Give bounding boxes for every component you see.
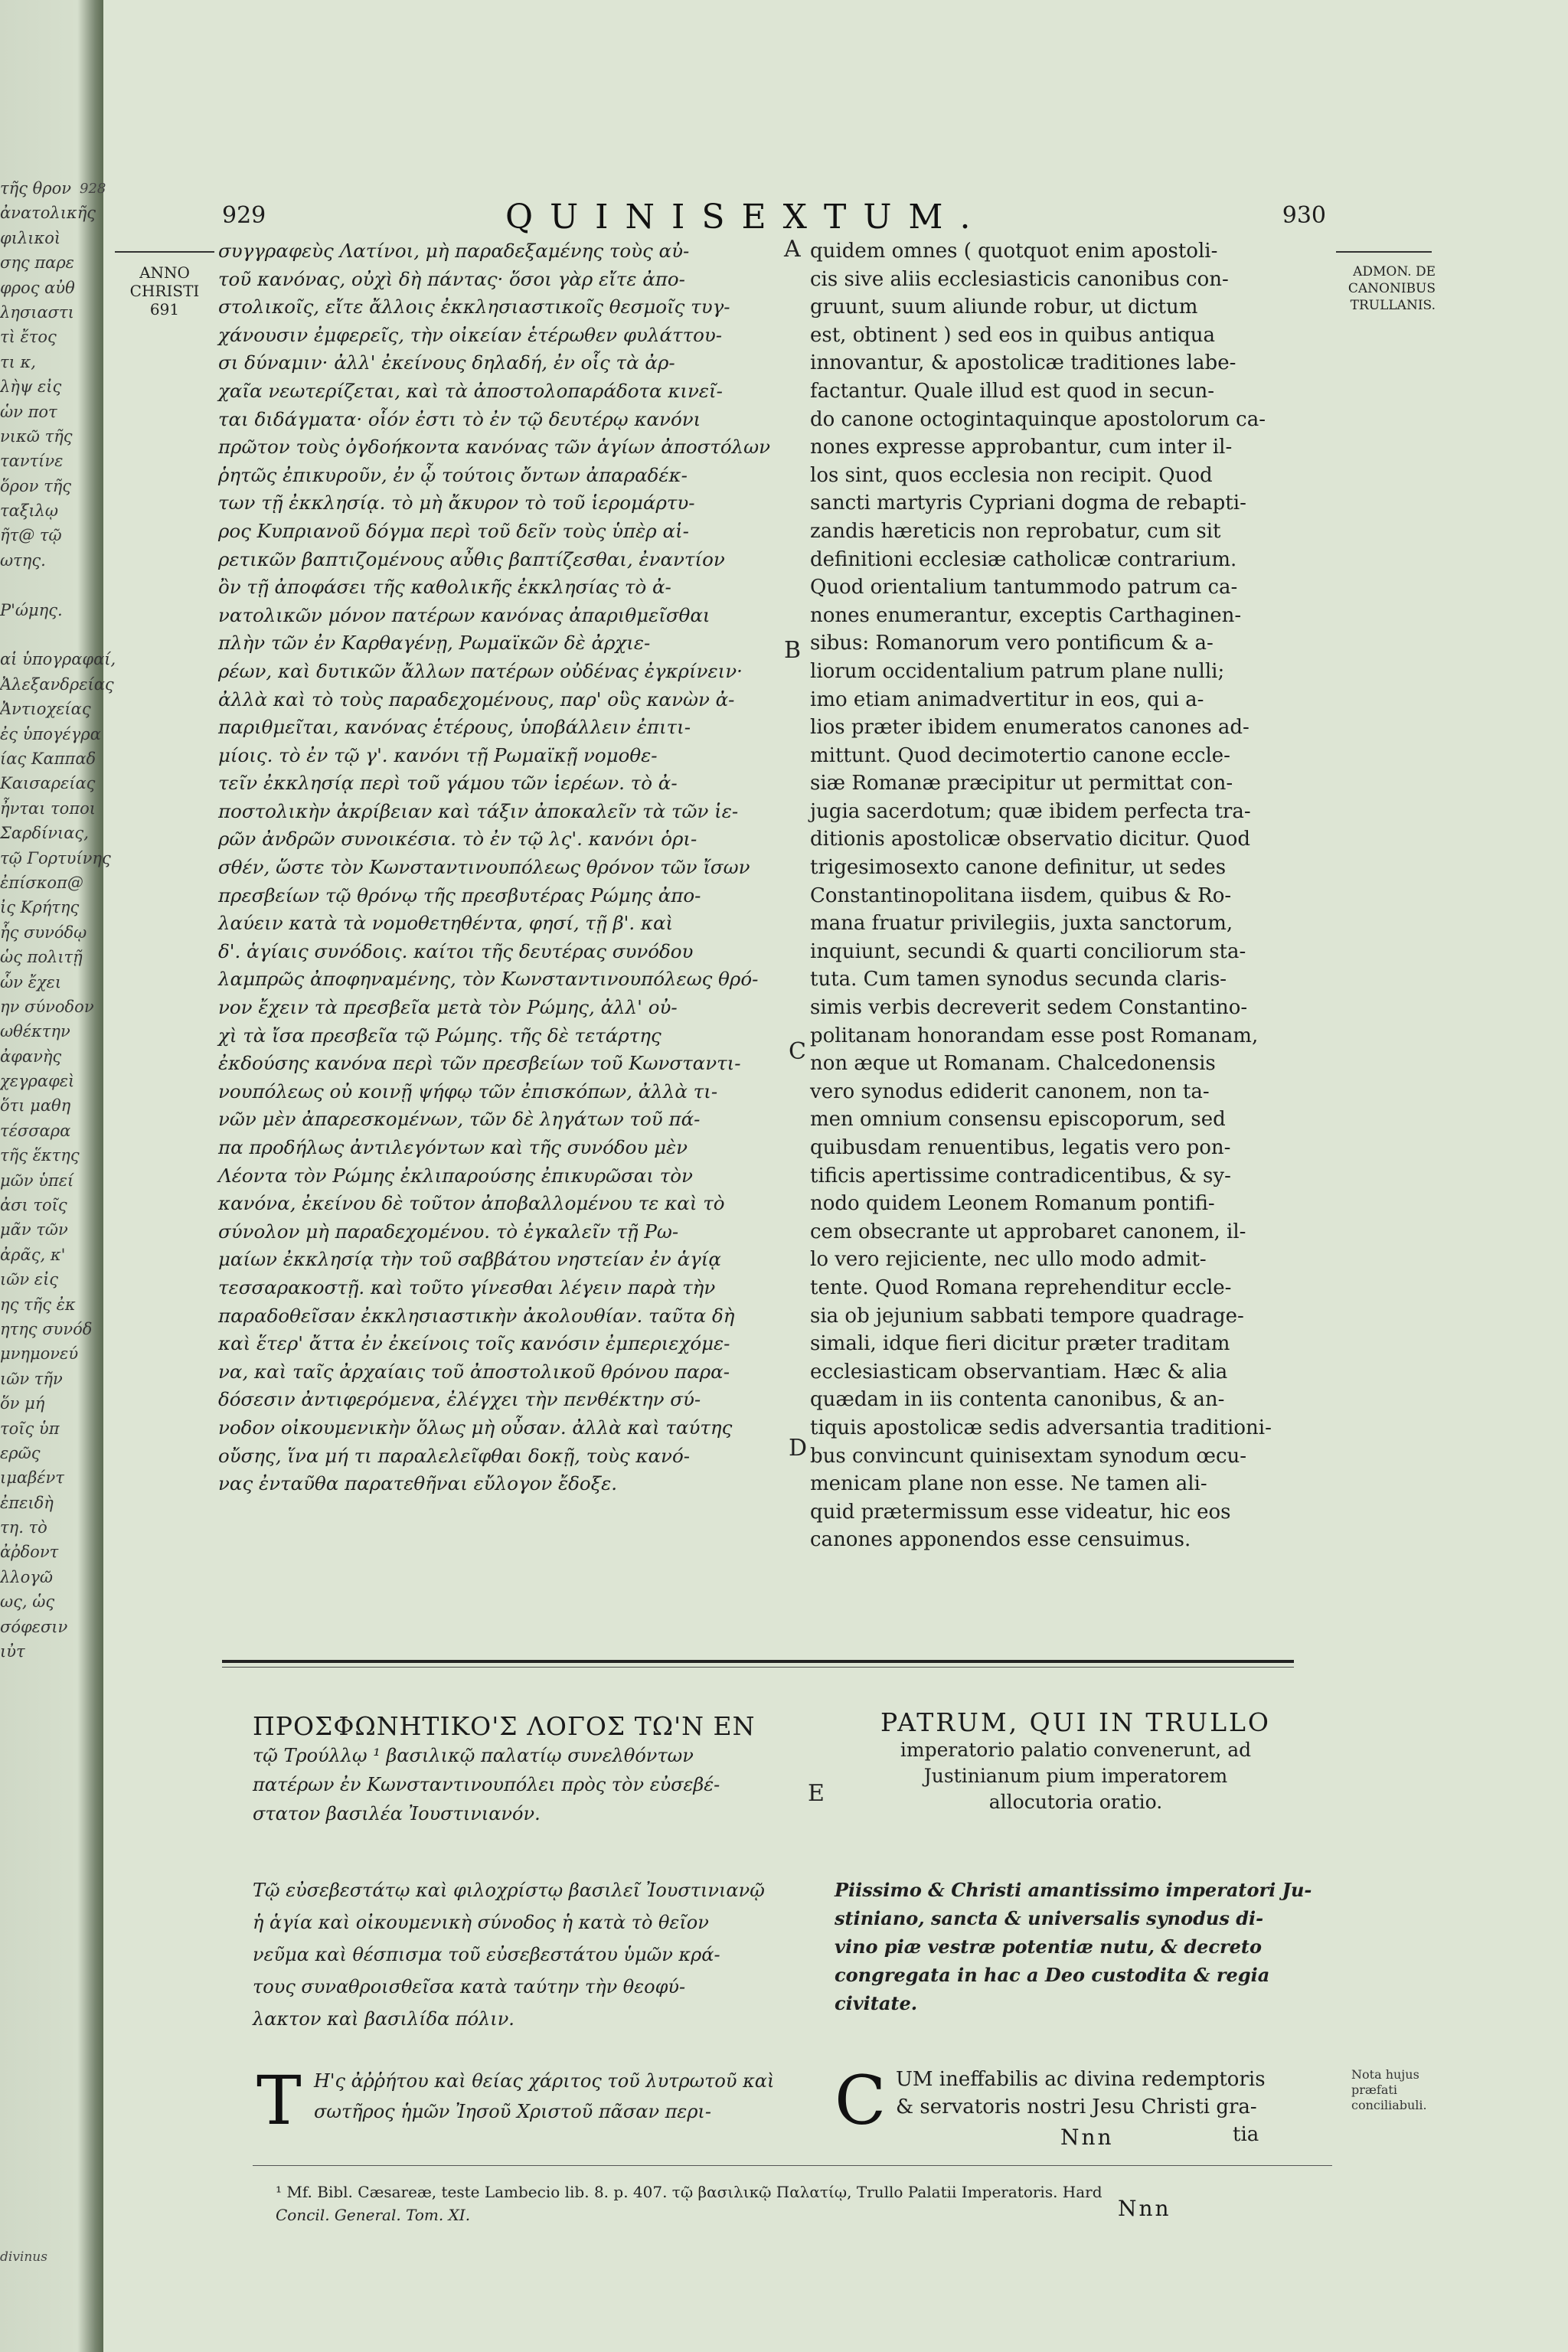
greek-text-line: οὔσης, ἵνα μή τι παραλελεῖφθαι δοκῇ, τοὺς κανό- (218, 1444, 690, 1467)
running-header (222, 198, 1332, 243)
greek-text-line: νῶν μὲν ἀπαρεσκομένων, τῶν δὲ ληγάτων τοῦ πά- (218, 1108, 701, 1131)
latin-text-line: jugia sacerdotum; quæ ibidem perfecta tra- (810, 799, 1251, 823)
margin-note-anno: ANNO CHRISTI 691 (129, 263, 200, 318)
latin-text-line: quædam in iis contenta canonibus, & an- (810, 1388, 1225, 1412)
left-page-line: ως, ὡς (0, 1592, 55, 1612)
greek-drop-cap: T (256, 2061, 302, 2140)
latin-text-line: quibusdam renuentibus, legatis vero pon- (810, 1136, 1231, 1159)
latin-heading-line: imperatorio palatio convenerunt, ad (900, 1739, 1252, 1761)
left-page-line: Ἀλεξανδρείας (0, 675, 114, 694)
greek-text-line: ποστολικὴν ἀκρίβειαν καὶ τάξιν ἀποκαλεῖν τὰ τῶν ἱε- (218, 799, 739, 822)
latin-text-line: tente. Quod Romana reprehenditur eccle- (810, 1276, 1232, 1299)
greek-text-line: παραδοθεῖσαν ἐκκλησιαστικὴν ἀκολουθίαν. ταῦτα δὴ (218, 1304, 735, 1327)
greek-heading-title: ΠΡΟΣΦΩΝΗΤΙΚΟ'Σ ΛΟΓΟΣ ΤΩ'Ν ΕΝ (253, 1711, 756, 1741)
latin-text-line: menicam plane non esse. Ne tamen ali- (810, 1472, 1207, 1496)
greek-text-line: ῥητῶς ἐπικυροῦν, ἐν ᾧ τούτοις ὄντων ἀπαραδέκ- (218, 463, 688, 486)
latin-column (810, 237, 1312, 1554)
running-title: QUINISEXTUM. (505, 198, 988, 237)
left-page-line: νικῶ τῆς (0, 426, 73, 446)
latin-text-line: politanam honorandam esse post Romanam, (810, 1024, 1259, 1047)
greek-heading-line: πατέρων ἐν Κωνσταντινουπόλει πρὸς τὸν εὐσεβέ- (253, 1774, 720, 1795)
latin-text-line: est, obtinent ) sed eos in quibus antiqua (810, 323, 1215, 347)
left-page-line (0, 573, 93, 597)
left-page-line: ἀφανὴς (0, 1047, 62, 1066)
greek-text-line: συγγραφεὺς Λατίνοι, μὴ παραδεξαμένης τοὺς αὐ- (218, 240, 690, 262)
side-note-line: præfati (1351, 2082, 1397, 2097)
greek-column (218, 237, 800, 1498)
latin-text-line: bus convincunt quinisextam synodum œcu- (810, 1444, 1247, 1468)
left-page-line: ἧς συνόδῳ (0, 923, 87, 942)
greek-text-line: πα προδήλως ἀντιλεγόντων καὶ τῆς συνόδου μὲν (218, 1136, 688, 1158)
left-page-line: ἐπειδὴ (0, 1493, 54, 1512)
latin-text-line: Constantinopolitana iisdem, quibus & Ro- (810, 884, 1232, 907)
footnote-line: Concil. General. Tom. XI. (276, 2206, 471, 2224)
left-page-line: ερῶς (0, 1443, 41, 1462)
greek-text-line: λαύειν κατὰ τὰ νομοθετηθέντα, φησί, τῇ β'. καὶ (218, 912, 674, 935)
left-page-line: τοῖς ὑπ (0, 1419, 60, 1438)
greek-heading-line: στατον βασιλέα Ἰουστινιανόν. (253, 1803, 541, 1824)
latin-text-line: lo vero rejiciente, nec ullo modo admit- (810, 1248, 1207, 1272)
left-page-line: τι κ, (0, 352, 36, 371)
left-page-line: ἦνται τοποι (0, 799, 96, 818)
greek-salutation-line: τους συναθροισθεῖσα κατὰ ταύτην τὴν θεοφύ- (253, 1976, 686, 1998)
left-page-line: ὅρον τῆς (0, 476, 72, 495)
latin-drop-cap: C (835, 2061, 887, 2140)
greek-text-line: σι δύναμιν· ἀλλ' ἐκείνους δηλαδή, ἐν οἷς τὰ ἀρ- (218, 351, 675, 374)
left-page-line (0, 622, 93, 647)
latin-text-line: factantur. Quale illud est quod in secun- (810, 379, 1215, 403)
left-page-line: φρος αὐθ (0, 278, 75, 297)
latin-text-line: tuta. Cum tamen synodus secunda claris- (810, 968, 1227, 991)
latin-text-line: nodo quidem Leonem Romanum pontifi- (810, 1192, 1215, 1216)
latin-text-line: sancti martyris Cypriani dogma de rebapti- (810, 492, 1246, 515)
greek-text-line: ὂν τῇ ἀποφάσει τῆς καθολικῆς ἐκκλησίας τὸ ἀ- (218, 576, 671, 599)
left-page-line: μῶν ὑπεί (0, 1171, 74, 1190)
latin-text-line: tiquis apostolicæ sedis adversantia traditioni- (810, 1416, 1272, 1439)
left-page-line: ης τῆς ἐκ (0, 1295, 76, 1314)
greek-salutation-line: ἡ ἁγία καὶ οἰκουμενικὴ σύνοδος ἡ κατὰ τὸ θεῖον (253, 1912, 709, 1933)
left-page-line: λησιαστι (0, 302, 74, 322)
section-divider (222, 1660, 1294, 1663)
latin-salutation-line: Piissimo & Christi amantissimo imperatori Ju- (835, 1879, 1312, 1901)
greek-text-line: καὶ ἕτερ' ἄττα ἐν ἐκείνοις τοῖς κανόσιν ἐμπεριεχόμε- (218, 1332, 730, 1355)
section-marker-d: D (789, 1435, 808, 1462)
latin-text-line: zandis hæreticis non reprobatur, cum sit (810, 519, 1221, 543)
left-page-line: τὶ ἔτος (0, 328, 57, 347)
latin-text-line: liorum occidentalium patrum plane nulli; (810, 659, 1225, 683)
left-page-line: ταντίνε (0, 452, 64, 471)
greek-text-line: ρετικῶν βαπτιζομένους αὖθις βαπτίζεσθαι, ἐναντίον (218, 547, 725, 570)
latin-salutation-line: civitate. (835, 1992, 918, 2014)
latin-text-line: mana fruatur privilegiis, juxta sanctorum, (810, 912, 1233, 936)
greek-text-line: πρεσβείων τῷ θρόνῳ τῆς πρεσβυτέρας Ρώμης ἀπο- (218, 884, 701, 906)
left-page-line: Σαρδίνιας, (0, 824, 89, 843)
latin-text-line: gruunt, suum aliunde robur, ut dictum (810, 296, 1198, 319)
left-page-line: σης παρε (0, 253, 74, 273)
section-marker-e: E (808, 1780, 825, 1807)
left-page-line: ίας Καππαδ (0, 749, 96, 768)
latin-text-line: inquiunt, secundi & quarti conciliorum sta- (810, 939, 1246, 963)
greek-salutation-line: λακτον καὶ βασιλίδα πόλιν. (253, 2008, 514, 2030)
latin-salutation-line: congregata in hac a Deo custodita & regia (835, 1964, 1270, 1986)
latin-heading-line: allocutoria oratio. (988, 1791, 1163, 1813)
greek-text-line: δ'. ἁγίαις συνόδοις. καίτοι τῆς δευτέρας συνόδου (218, 939, 694, 962)
left-page-line: ταξιλῳ (0, 501, 59, 521)
left-page-line: ιμαβέντ (0, 1468, 64, 1488)
footnote (276, 2180, 1348, 2226)
left-page-line: ὅτι μαθη (0, 1096, 71, 1116)
greek-salutation-line: Τῷ εὐσεβεστάτῳ καὶ φιλοχρίστῳ βασιλεῖ Ἰουστινιανῷ (253, 1880, 765, 1901)
left-page-line: ητης συνόδ (0, 1319, 93, 1338)
latin-text-line: Quod orientalium tantummodo patrum ca- (810, 576, 1238, 599)
left-page-line: τῆς θρον (0, 179, 72, 198)
latin-text-line: siæ Romanæ præcipitur ut permittat con- (810, 772, 1233, 795)
greek-text-line: νον ἔχειν τὰ πρεσβεῖα μετὰ τὸν Ρώμης, ἀλλ' οὐ- (218, 996, 678, 1019)
left-page-line: Ρ'ώμης. (0, 600, 63, 619)
latin-text-line: imo etiam animadvertitur in eos, qui a- (810, 688, 1204, 711)
left-page-line: ἐπίσκοπ@ (0, 873, 83, 892)
left-page-line: ἐς ὑπογέγρα (0, 724, 101, 743)
margin-rule-left (115, 251, 214, 253)
left-page-line: ὡν ποτ (0, 402, 57, 421)
side-note-line: conciliabuli. (1351, 2098, 1427, 2112)
greek-text-line: Λέοντα τὸν Ρώμης ἐκλιπαρούσης ἐπικυρῶσαι τὸν (218, 1164, 693, 1187)
latin-text-line: sibus: Romanorum vero pontificum & a- (810, 632, 1214, 655)
left-page-line: χεγραφεὶ (0, 1072, 75, 1091)
greek-text-line: παριθμεῖται, κανόνας ἑτέρους, ὑποβάλλειν ἐπιτι- (218, 716, 691, 739)
left-page-line: Καισαρείας (0, 774, 96, 793)
margin-note-admonition: ADMON. DE CANONIBUS TRULLANIS. (1348, 264, 1436, 313)
greek-text-line: νουπόλεως οὐ κοινῇ ψήφῳ τῶν ἐπισκόπων, ἀλλὰ τι- (218, 1080, 718, 1102)
greek-text-line: δόσεσιν ἀντιφερόμενα, ἐλέγχει τὴν πενθέκτην σύ- (218, 1388, 701, 1411)
left-page-line: τῆς ἕκτης (0, 1146, 80, 1165)
left-page-line: ἰς Κρήτης (0, 898, 80, 917)
page-number-left: 929 (222, 202, 266, 229)
latin-text-line: nones enumerantur, exceptis Carthaginen- (810, 603, 1242, 627)
latin-text-line: lios præter ibidem enumeratos canones ad- (810, 716, 1250, 740)
side-note-line: Nota hujus (1351, 2067, 1419, 2082)
greek-text-line: νοδον οἰκουμενικὴν ὅλως μὴ οὖσαν. ἀλλὰ καὶ ταύτης (218, 1416, 733, 1439)
left-page-line: ῆτ@ τῷ (0, 526, 62, 545)
latin-text-line: cem obsecrante ut approbaret canonem, il- (810, 1220, 1246, 1243)
greek-salutation-line: νεῦμα καὶ θέσπισμα τοῦ εὐσεβεστάτου ὑμῶν κρά- (253, 1944, 720, 1965)
latin-text-line: men omnium consensu episcoporum, sed (810, 1108, 1226, 1132)
left-page-line: τη. τὸ (0, 1518, 47, 1537)
greek-body-line: Η'ς ἀῤῥήτου καὶ θείας χάριτος τοῦ λυτρωτοῦ καὶ (314, 2070, 775, 2092)
latin-text-line: trigesimosexto canone definitur, ut sedes (810, 856, 1227, 880)
greek-text-line: χαῖα νεωτερίζεται, καὶ τὰ ἀποστολοπαράδοτα κινεῖ- (218, 379, 723, 402)
footnote-signature: Nnn (1118, 2196, 1171, 2221)
greek-text-line: ρος Κυπριανοῦ δόγμα περὶ τοῦ δεῖν τοὺς ὑπὲρ αἱ- (218, 519, 689, 542)
greek-text-line: πλὴν τῶν ἐν Καρθαγένῃ, Ρωμαϊκῶν δὲ ἀρχιε- (218, 632, 651, 655)
greek-text-line: τεσσαρακοστῇ. καὶ τοῦτο γίνεσθαι λέγειν παρὰ τὴν (218, 1276, 716, 1298)
section-marker-a: A (784, 236, 801, 263)
latin-body-line: tia (1233, 2123, 1259, 2146)
left-page-line: σόφεσιν (0, 1617, 68, 1636)
left-page-line: ιῶν εἰς (0, 1270, 59, 1289)
latin-text-line: quidem omnes ( quotquot enim apostoli- (810, 240, 1218, 263)
left-page-line: ἀῤδοντ (0, 1543, 59, 1562)
greek-text-line: των τῇ ἐκκλησίᾳ. τὸ μὴ ἄκυρον τὸ τοῦ ἱερομάρτυ- (218, 492, 695, 514)
greek-text-line: μίοις. τὸ ἐν τῷ γ'. κανόνι τῇ Ρωμαϊκῇ νομοθε- (218, 743, 658, 766)
left-page-line: φιλικοὶ (0, 228, 61, 247)
greek-text-line: χὶ τὰ ἴσα πρεσβεῖα τῷ Ρώμης. τῆς δὲ τετάρτης (218, 1024, 662, 1047)
greek-text-line: ρῶν ἀνδρῶν συνοικέσια. τὸ ἐν τῷ λς'. κανόνι ὁρι- (218, 828, 697, 851)
left-page-line: ὧν ἔχει (0, 972, 62, 991)
left-page-line: Ἀντιοχείας (0, 700, 91, 719)
left-page-line: ωθέκτην (0, 1022, 70, 1041)
left-page-line: ὅν μή (0, 1394, 45, 1413)
greek-salutation (253, 1874, 819, 2035)
latin-salutation-line: vino piæ vestræ potentiæ nutu, & decreto (835, 1936, 1263, 1958)
latin-text-line: simali, idque fieri dicitur præter traditam (810, 1332, 1230, 1356)
greek-text-line: πρῶτον τοὺς ὀγδοήκοντα κανόνας τῶν ἁγίων ἀποστόλων (218, 436, 771, 459)
greek-text-line: σύνολον μὴ παραδεχομένου. τὸ ἐγκαλεῖν τῇ Ρω- (218, 1220, 679, 1243)
greek-text-line: ρέων, καὶ δυτικῶν ἄλλων πατέρων οὐδένας ἐγκρίνειν· (218, 659, 743, 682)
latin-text-line: simis verbis decreverit sedem Constantino- (810, 996, 1248, 1020)
left-page-bottom-text: divinus (0, 2249, 47, 2265)
signature-mark: Nnn (1060, 2125, 1114, 2150)
left-page-line: ἀρᾶς, κ' (0, 1245, 66, 1264)
latin-text-line: nones expresse approbantur, cum inter il- (810, 436, 1233, 459)
greek-heading (253, 1711, 819, 1828)
latin-text-line: non æque ut Romanam. Chalcedonensis (810, 1052, 1216, 1076)
left-page-line: μᾶν τῶν (0, 1220, 68, 1240)
latin-text-line: tificis apertissime contradicentibus, & sy- (810, 1164, 1231, 1187)
greek-text-line: νατολικῶν μόνον πατέρων κανόνας ἀπαριθμεῖσθαι (218, 603, 710, 626)
latin-salutation (835, 1876, 1340, 2017)
greek-text-line: νας ἐνταῦθα παρατεθῆναι εὔλογον ἔδοξε. (218, 1472, 618, 1495)
greek-text-line: τεῖν ἐκκλησίᾳ περὶ τοῦ γάμου τῶν ἱερέων. τὸ ἀ- (218, 772, 678, 795)
greek-text-line: ται διδάγματα· οἷόν ἐστι τὸ ἐν τῷ δευτέρῳ κανόνι (218, 407, 701, 430)
greek-heading-line: τῷ Τρούλλῳ ¹ βασιλικῷ παλατίῳ συνελθόντων (253, 1745, 694, 1766)
section-marker-b: B (784, 637, 802, 664)
greek-text-line: τοῦ κανόνας, οὐχὶ δὴ πάντας· ὅσοι γὰρ εἴτε ἀπο- (218, 267, 685, 290)
left-page-line: ιῶν τῆν (0, 1369, 63, 1388)
left-page-number: 928 (80, 181, 106, 197)
left-page-line: ἀσι τοῖς (0, 1196, 67, 1215)
greek-text-line: να, καὶ ταῖς ἀρχαίαις τοῦ ἀποστολικοῦ θρόνου παρα- (218, 1360, 730, 1383)
latin-text-line: innovantur, & apostolicæ traditiones labe- (810, 351, 1236, 375)
greek-text-line: κανόνα, ἐκείνου δὲ τοῦτον ἀποβαλλομένου τε καὶ τὸ (218, 1192, 725, 1215)
left-page-line: ιὐτ (0, 1642, 25, 1661)
latin-salutation-line: stiniano, sancta & universalis synodus di- (835, 1907, 1264, 1929)
left-page-line: λλογῶ (0, 1567, 53, 1586)
section-divider-thin (222, 1667, 1294, 1668)
footnote-rule (253, 2165, 1332, 2166)
latin-text-line: cis sive aliis ecclesiasticis canonibus con- (810, 267, 1229, 291)
latin-text-line: definitioni ecclesiæ catholicæ contrarium. (810, 547, 1237, 571)
left-page-line: ἀνατολικῆς (0, 204, 96, 223)
greek-body-line: σωτῆρος ἡμῶν Ἰησοῦ Χριστοῦ πᾶσαν περι- (314, 2101, 711, 2122)
latin-body-line: UM ineffabilis ac divina redemptoris (896, 2068, 1266, 2091)
latin-text-line: ecclesiasticam observantiam. Hæc & alia (810, 1360, 1228, 1383)
latin-text-line: los sint, quos ecclesia non recipit. Quod (810, 463, 1213, 487)
section-marker-c: C (789, 1038, 806, 1065)
latin-text-line: canones apponendos esse censuimus. (810, 1528, 1191, 1552)
left-page-text (0, 176, 116, 1664)
greek-text-line: χάνουσιν ἐμφερεῖς, τὴν οἰκείαν ἑτέρωθεν φυλάττου- (218, 323, 723, 346)
greek-text-line: ἀλλὰ καὶ τὸ τοὺς παραδεχομένους, παρ' οὓς κανὼν ἀ- (218, 688, 735, 710)
page-number-right: 930 (1282, 202, 1326, 229)
left-page-line: τέσσαρα (0, 1121, 71, 1140)
greek-text-line: στολικοῖς, εἴτε ἄλλοις ἐκκλησιαστικοῖς θεσμοῖς τυγ- (218, 296, 730, 318)
latin-heading (831, 1707, 1321, 1815)
latin-heading-title: PATRUM, QUI IN TRULLO (880, 1707, 1271, 1737)
latin-text-line: quid prætermissum esse videatur, hic eos (810, 1500, 1231, 1524)
latin-text-line: mittunt. Quod decimotertio canone eccle- (810, 743, 1230, 767)
greek-text-line: σθέν, ὥστε τὸν Κωνσταντινουπόλεως θρόνον τῶν ἴσων (218, 856, 750, 879)
left-page-line: λὴψ εἰς (0, 377, 62, 397)
latin-heading-line: Justinianum pium imperatorem (923, 1765, 1228, 1787)
latin-text-line: do canone octogintaquinque apostolorum ca- (810, 407, 1266, 431)
latin-text-line: ditionis apostolicæ observatio dicitur. Quod (810, 828, 1250, 851)
side-note (1351, 2067, 1443, 2113)
left-page-line: ην σύνοδον (0, 997, 94, 1016)
left-page-line: τῷ Γορτυίνης (0, 848, 111, 867)
latin-text-line: vero synodus ediderit canonem, non ta- (810, 1080, 1210, 1103)
greek-text-line: ἐκδούσης κανόνα περὶ τῶν πρεσβείων τοῦ Κωνσταντι- (218, 1052, 741, 1075)
greek-text-line: λαμπρῶς ἀποφηναμένης, τὸν Κωνσταντινουπόλεως θρό- (218, 968, 759, 991)
latin-body-line: & servatoris nostri Jesu Christi gra- (896, 2096, 1257, 2118)
footnote-line: ¹ Mf. Bibl. Cæsareæ, teste Lambecio lib. 8. p. 407. τῷ βασιλικῷ Παλατίῳ, Trullo Palatii Imperatoris. Hard (276, 2183, 1102, 2201)
left-page-line: ὡς πολιτῇ (0, 948, 83, 967)
margin-rule-right (1336, 251, 1432, 253)
left-page-line: αἱ ὑπογραφαί, (0, 650, 116, 669)
latin-text-line: sia ob jejunium sabbati tempore quadrage- (810, 1304, 1244, 1328)
greek-body (314, 2066, 819, 2127)
left-page-line: μνημονεύ (0, 1344, 79, 1364)
greek-text-line: μαίων ἐκκλησίᾳ τὴν τοῦ σαββάτου νηστείαν ἐν ἁγίᾳ (218, 1248, 721, 1271)
left-page-line: ωτης. (0, 550, 46, 570)
